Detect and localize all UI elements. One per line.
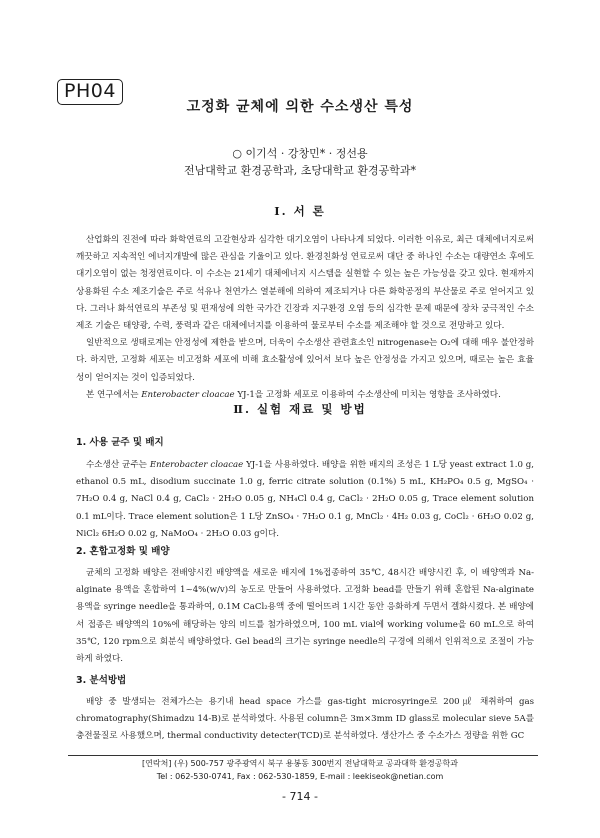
strain-pre: 수소생산 균주는 <box>86 460 150 470</box>
strain-medium-paragraph <box>76 457 534 543</box>
section-heading-introduction: Ⅰ. 서 론 <box>274 204 326 218</box>
subsection-heading-strain-medium: 1. 사용 균주 및 배지 <box>76 437 164 448</box>
section-heading-materials-methods: Ⅱ. 실험 재료 및 방법 <box>233 402 367 416</box>
strain-medium-body <box>76 457 534 543</box>
species-name: Enterobacter cloacae <box>141 389 235 400</box>
footer-divider <box>68 755 538 756</box>
intro-paragraph-2: 일반적으로 생태로계는 안정성에 제한을 받으며, 더욱이 수소생산 관련효소인 nitrogenase는 O₂에 대해 매우 불안정하다. 하지만, 고정화 세포는 비고정화 세포에 비해 효소활성에 있어서 보다 높은 안정성을 가지고 있으며, 때로는 높은 효율성이 얻어지는 것이 입증되었다. <box>76 338 534 383</box>
immobilization-paragraph: 균체의 고정화 배양은 전배양시킨 배양액을 새로운 배지에 1%접종하여 35℃, 48시간 배양시킨 후, 이 배양액과 Na-alginate 용액을 혼합하여 1~4%(w/v)의 농도로 만들어 사용하였다. 고정화 bead를 만들기 위해 혼합된 Na-alginate 용액을 syringe needle을 통과하여, 0.1M CaCl₂용액 중에 떨어뜨려 1시간 동안 응화하게 두면서 겔화시켰다. 본 배양에서 접종은 배양액의 10%에 해당하는 양의 비드를 첨가하였으며, 100 mL vial에 working volume을 60 mL으로 하여 35℃, 120 rpm으로 회분식 배양하였다. Gel bead의 크기는 syringe needle의 구경에 의해서 인위적으로 조절이 가능하게 하였다. <box>76 568 534 665</box>
author-affiliation: 전남대학교 환경공학과, 초당대학교 환경공학과* <box>183 164 416 177</box>
author-list: ○ 이기석 · 강창민* · 정선용 <box>232 147 368 160</box>
intro-paragraph-1: 산업화의 진전에 따라 화학연료의 고갈현상과 심각한 대기오염이 나타나게 되었다. 이러한 이유로, 최근 대체에너지로써 깨끗하고 지속적인 에너지개발에 많은 관심을 기울이고 있다. 환경친화성 연료로써 대단 중 하나인 수소는 대량연소 후에도 대기오염이 없는 청정연료이다. 이 수소는 21세기 대체에너지 시스템을 실현할 수 있는 높은 가능성을 갖고 있다. 현재까지 상용화된 수소 제조기술은 주로 석유나 천연가스 열분해에 의하여 제조되거나 다른 화학공정의 부산물로 주로 얻어지고 있다. 그러나 화석연료의 부존성 및 편재성에 의한 국가간 긴장과 지구환경 오염 등의 심각한 문제 때문에 장차 궁극적인 수소제조 기술은 태양광, 수력, 풍력과 같은 대체에너지를 이용하여 물로부터 수소를 제조해야 할 것으로 전망하고 있다. <box>76 235 534 332</box>
analysis-body <box>76 694 534 746</box>
contact-address: [연락처] (우) 500-757 광주광역시 북구 용봉동 300번지 전남대학교 공과대학 환경공학과 <box>142 759 458 768</box>
strain-post: YJ-1을 사용하였다. 배양을 위한 배지의 조성은 1 L당 yeast extract 1.0 g, ethanol 0.5 mL, disodium succinate 1.0 g, ferric citrate solution (0.1%) 5 mL, KH₂PO₄ 0.5 g, MgSO₄ · 7H₂O 0.4 g, NaCl 0.4 g, CaCl₂ · 2H₂O 0.05 g, NH₄Cl 0.4 g, CaCl₂ · 2H₂O 0.05 g, Trace element solution 0.1 mL이다. Trace element solution은 1 L당 ZnSO₄ · 7H₂O 0.1 g, MnCl₂ · 4H₂ 0.03 g, CoCl₂ · 6H₂O 0.02 g, NiCl₂ 6H₂O 0.02 g, NaMoO₄ · 2H₂O 0.03 g이다. <box>76 460 534 539</box>
introduction-body <box>76 232 534 404</box>
contact-tel-email: Tel : 062-530-0741, Fax : 062-530-1859, E-mail : leekiseok@netian.com <box>156 772 444 781</box>
page-number: - 714 - <box>282 790 318 803</box>
paper-id-badge: PH04 <box>57 79 123 105</box>
species-name: Enterobacter cloacae <box>149 460 244 470</box>
immobilization-body <box>76 565 534 668</box>
analysis-paragraph: 배양 중 발생되는 전체가스는 용기내 head space 가스를 gas-tight microsyringe로 200㎕ 채취하여 gas chromatography(Shimadzu 14-B)로 분석하였다. 사용된 column은 3m×3mm ID glass로 molecular sieve 5A를 충전물질로 사용했으며, thermal conductivity detecter(TCD)로 분석하였다. 생산가스 중 수소가스 정량을 위한 GC <box>76 697 534 742</box>
intro-p3-post: YJ-1을 고정화 세포로 이용하여 수소생산에 미치는 영향을 조사하였다. <box>234 389 501 400</box>
subsection-heading-immobilization: 2. 혼합고정화 및 배양 <box>76 546 170 557</box>
subsection-heading-analysis: 3. 분석방법 <box>76 675 127 686</box>
paper-title: 고정화 균체에 의한 수소생산 특성 <box>186 99 414 115</box>
intro-p3-pre: 본 연구에서는 <box>86 389 142 400</box>
